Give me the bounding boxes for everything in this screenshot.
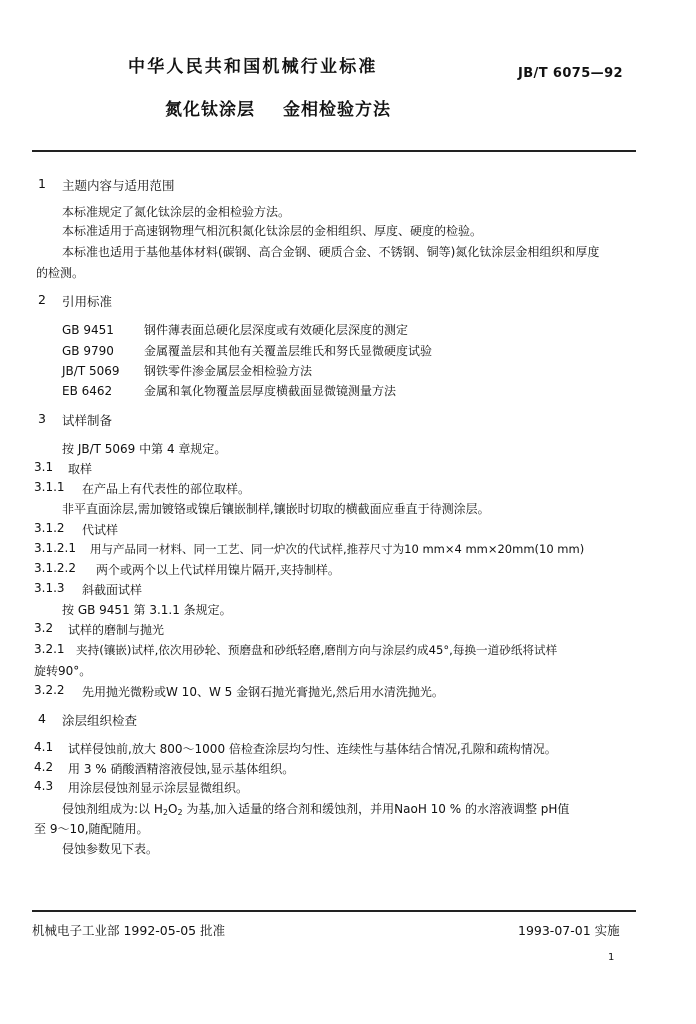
clause-4-3-text: 用涂层侵蚀剂显示涂层显微组织。 [68, 781, 249, 795]
section-4-number: 4 [38, 711, 46, 726]
section-1-paragraph-2: 本标准适用于高速钢物理气相沉积氮化钛涂层的金相组织、厚度、硬度的检验。 [62, 224, 483, 238]
clause-3-2-title: 试样的磨制与抛光 [68, 623, 165, 637]
clause-3-1-3-title: 斜截面试样 [82, 583, 143, 597]
reference-row [62, 362, 312, 379]
section-1-heading: 主题内容与适用范围 [62, 178, 175, 193]
clause-3-1-1-text: 在产品上有代表性的部位取样。 [82, 482, 251, 496]
section-1-paragraph-3: 本标准也适用于基他基体材料(碳钢、高合金钢、硬质合金、不锈钢、铜等)氮化钛涂层金相组织和厚度 [62, 245, 600, 259]
etching-params-note: 侵蚀参数见下表。 [62, 842, 159, 856]
clause-4-1-text: 试样侵蚀前,放大 800～1000 倍检查涂层均匀性、连续性与基体结合情况,孔隙和疏构情况。 [68, 742, 557, 756]
reference-title: 金属覆盖层和其他有关覆盖层维氏和努氏显微硬度试验 [144, 344, 433, 358]
document-title-part-b: 金相检验方法 [283, 100, 391, 120]
approval-line: 机械电子工业部 1992-05-05 批准 [32, 923, 226, 938]
section-3-intro: 按 JB/T 5069 中第 4 章规定。 [62, 442, 227, 456]
clause-3-2-1-number: 3.2.1 [34, 642, 65, 656]
clause-3-1-2-title: 代试样 [82, 523, 119, 537]
subscript: 2 [177, 808, 183, 817]
clause-3-2-1-text: 夹持(镶嵌)试样,依次用砂轮、预磨盘和砂纸轻磨,磨削方向与涂层约成45°,每换一道砂纸将试样 [76, 643, 558, 657]
clause-4-3-number: 4.3 [34, 779, 54, 793]
clause-4-1-number: 4.1 [34, 740, 54, 754]
reference-title: 钢铁零件渗金属层金相检验方法 [144, 364, 313, 378]
clause-3-1-1-number: 3.1.1 [34, 480, 65, 494]
reference-title: 钢件薄表面总硬化层深度或有效硬化层深度的测定 [144, 323, 409, 337]
etchant-text-a: 侵蚀剂组成为:以 H [62, 802, 163, 816]
reference-code: GB 9790 [62, 344, 114, 358]
section-1-paragraph-1: 本标准规定了氮化钛涂层的金相检验方法。 [62, 205, 291, 219]
standard-code: JB/T 6075—92 [518, 66, 623, 81]
standard-org-title: 中华人民共和国机械行业标准 [128, 57, 378, 77]
clause-3-1-title: 取样 [68, 462, 93, 476]
clause-4-2-number: 4.2 [34, 760, 54, 774]
etchant-composition [62, 800, 569, 817]
section-1-paragraph-3-cont: 的检测。 [36, 266, 85, 280]
reference-code: GB 9451 [62, 323, 114, 337]
page-number: 1 [608, 952, 615, 963]
subscript: 2 [162, 808, 168, 817]
clause-3-1-1-paragraph: 非平直面涂层,需加镀铬或镍后镶嵌制样,镶嵌时切取的横截面应垂直于待测涂层。 [62, 502, 490, 516]
clause-3-1-2-2-text: 两个或两个以上代试样用镍片隔开,夹持制样。 [96, 563, 340, 577]
section-3-number: 3 [38, 411, 46, 426]
etchant-text-b: 为基,加入适量的络合剂和缓蚀剂，并用NaoH 10 % 的水溶液调整 pH值 [182, 802, 570, 816]
header-divider [32, 150, 636, 152]
section-3-heading: 试样制备 [62, 413, 113, 428]
clause-3-1-3-paragraph: 按 GB 9451 第 3.1.1 条规定。 [62, 603, 232, 617]
reference-code: EB 6462 [62, 384, 113, 398]
etchant-text-mid: O [167, 802, 178, 816]
clause-3-1-number: 3.1 [34, 460, 54, 474]
clause-3-2-1-text-cont: 旋转90°。 [34, 664, 92, 678]
section-2-number: 2 [38, 292, 46, 307]
section-2-heading: 引用标准 [62, 294, 113, 309]
clause-3-2-2-number: 3.2.2 [34, 683, 65, 697]
reference-row [62, 321, 408, 338]
etchant-composition-cont: 至 9～10,随配随用。 [34, 822, 149, 836]
clause-3-2-2-text: 先用抛光微粉或W 10、W 5 金钢石抛光膏抛光,然后用水清洗抛光。 [82, 685, 444, 699]
clause-3-1-3-number: 3.1.3 [34, 581, 65, 595]
footer-divider [32, 910, 636, 912]
implementation-date: 1993-07-01 实施 [518, 923, 620, 938]
reference-code: JB/T 5069 [62, 364, 120, 378]
clause-3-1-2-1-text: 用与产品同一材料、同一工艺、同一炉次的代试样,推荐尺寸为10 mm×4 mm×20mm(10 mm) [90, 542, 585, 556]
clause-4-2-text: 用 3 % 硝酸酒精溶液侵蚀,显示基体组织。 [68, 762, 295, 776]
clause-3-2-number: 3.2 [34, 621, 54, 635]
reference-row [62, 382, 396, 399]
clause-3-1-2-number: 3.1.2 [34, 521, 65, 535]
section-4-heading: 涂层组织检查 [62, 713, 138, 728]
clause-3-1-2-1-number: 3.1.2.1 [34, 541, 76, 555]
reference-title: 金属和氧化物覆盖层厚度横截面显微镜测量方法 [144, 384, 397, 398]
document-title-part-a: 氮化钛涂层 [165, 100, 255, 120]
clause-3-1-2-2-number: 3.1.2.2 [34, 561, 76, 575]
reference-row [62, 342, 432, 359]
section-1-number: 1 [38, 176, 46, 191]
